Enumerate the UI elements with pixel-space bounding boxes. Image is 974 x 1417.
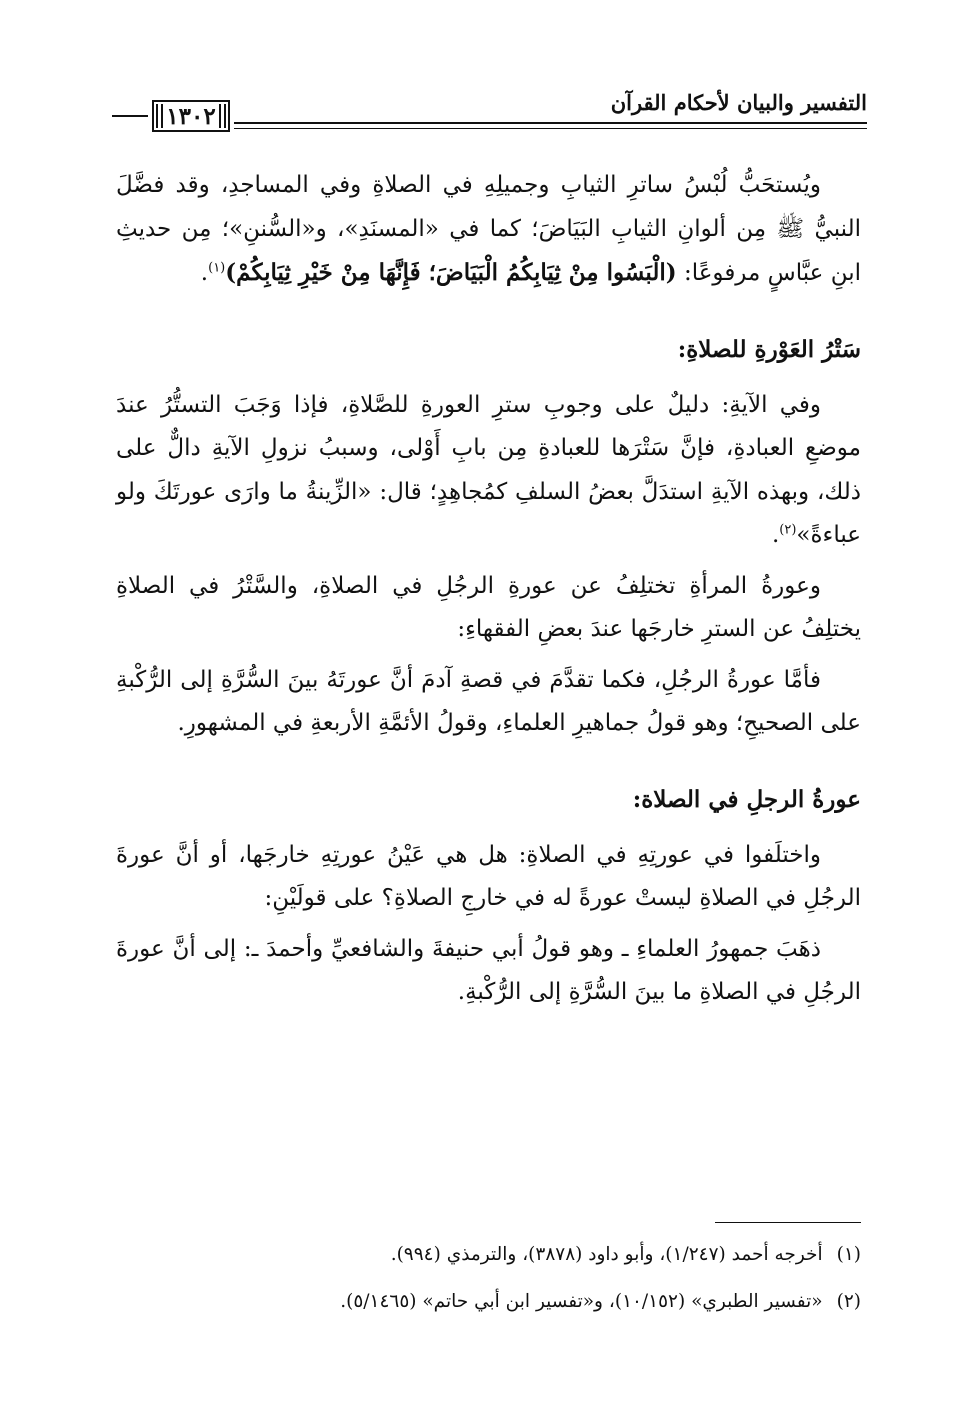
footnotes xyxy=(116,1237,861,1331)
paragraph-majority-view: ذهَبَ جمهورُ العلماءِ ـ وهو قولُ أبي حنيفةَ والشافعيِّ وأحمدَ ـ: إلى أنَّ عورةَ الرجُلِ في الصلاةِ ما بينَ السُّرَّةِ إلى الرُّكْبةِ. xyxy=(116,935,861,1005)
running-book-title: التفسير والبيان لأحكام القرآن xyxy=(610,90,867,115)
footnote-mark: (٢) xyxy=(836,1291,861,1312)
section-heading-man-awrah-prayer: عورةُ الرجلِ في الصلاة: xyxy=(632,785,861,813)
period: . xyxy=(771,522,780,548)
paragraph-text: وفي الآيةِ: دليلٌ على وجوبِ سترِ العورةِ للصَّلاةِ، فإذا وَجَبَ التستُّرُ عندَ موضعِ العبادةِ، فإنَّ سَتْرَها للعبادةِ مِن بابِ أَوْلى، وسببُ نزولِ الآيةِ دالٌّ على ذلك، وبهذه الآيةِ استدَلَّ بعضُ السلفِ كمُجاهِدٍ؛ قال: «الزِّينةُ ما وارَى عورتَكَ ولو عباءةً» xyxy=(116,391,861,548)
paragraph-disagreement: واختلَفوا في عورتِهِ في الصلاةِ: هل هي عَيْنُ عورتِهِ خارجَها، أو أنَّ عورةَ الرجُلِ في الصلاةِ ليستْ عورةً له في خارجِ الصلاةِ؟ على قولَيْنِ: xyxy=(116,841,861,911)
footnote-ref-2[interactable]: (٢) xyxy=(779,522,797,538)
section-heading-covering-awrah: سَتْرُ العَوْرةِ للصلاةِ: xyxy=(677,335,861,363)
page-header xyxy=(112,86,867,132)
footnote-separator xyxy=(715,1222,861,1223)
hadith-quote: (الْبَسُوا مِنْ ثِيَابِكُمُ الْبَيَاضَ؛ فَإِنَّهَا مِنْ خَيْرِ ثِيَابِكُمْ) xyxy=(225,259,677,286)
footnote-ref-1[interactable]: (١) xyxy=(208,260,226,276)
period: . xyxy=(200,260,209,286)
header-rule-thin xyxy=(234,128,867,129)
header-rule-thick xyxy=(234,122,867,124)
footnote-2 xyxy=(116,1284,861,1320)
paragraph-clothing xyxy=(116,164,861,296)
footnote-mark: (١) xyxy=(836,1244,861,1265)
page-number: ١٣٠٢ xyxy=(152,100,230,132)
paragraph-man-awrah: فأمَّا عورةُ الرجُلِ، فكما تقدَّمَ في قصةِ آدمَ أنَّ عورتَهُ بينَ السُّرَّةِ إلى الرُّكْبةِ على الصحيحِ؛ وهو قولُ جماهيرِ العلماءِ، وقولُ الأئمَّةِ الأربعةِ في المشهورِ. xyxy=(116,666,861,736)
footnote-text: أخرجه أحمد (١/٢٤٧)، وأبو داود (٣٨٧٨)، والترمذي (٩٩٤). xyxy=(390,1244,823,1265)
main-text xyxy=(116,164,861,1022)
paragraph-verse-evidence xyxy=(116,384,861,558)
paragraph-text: ويُستحَبُّ لُبْسُ ساترِ الثيابِ وجميلِهِ في الصلاةِ وفي المساجدِ، وقد فضَّلَ النبيُّ ﷺ مِن ألوانِ الثيابِ البَيَاضَ؛ كما في «المسنَدِ»، و«السُّننِ»؛ مِن حديثِ ابنِ عبَّاسٍ مرفوعًا: xyxy=(116,172,861,286)
paragraph-woman-awrah: وعورةُ المرأةِ تختلِفُ عن عورةِ الرجُلِ في الصلاةِ، والسَّتْرُ في الصلاةِ يختلِفُ عن السترِ خارجَها عندَ بعضِ الفقهاءِ: xyxy=(116,572,861,642)
header-tick xyxy=(112,115,148,117)
footnote-text: «تفسير الطبري» (١٠/١٥٢)، و«تفسير ابن أبي حاتم» (٥/١٤٦٥). xyxy=(340,1291,823,1312)
footnote-1 xyxy=(116,1237,861,1273)
